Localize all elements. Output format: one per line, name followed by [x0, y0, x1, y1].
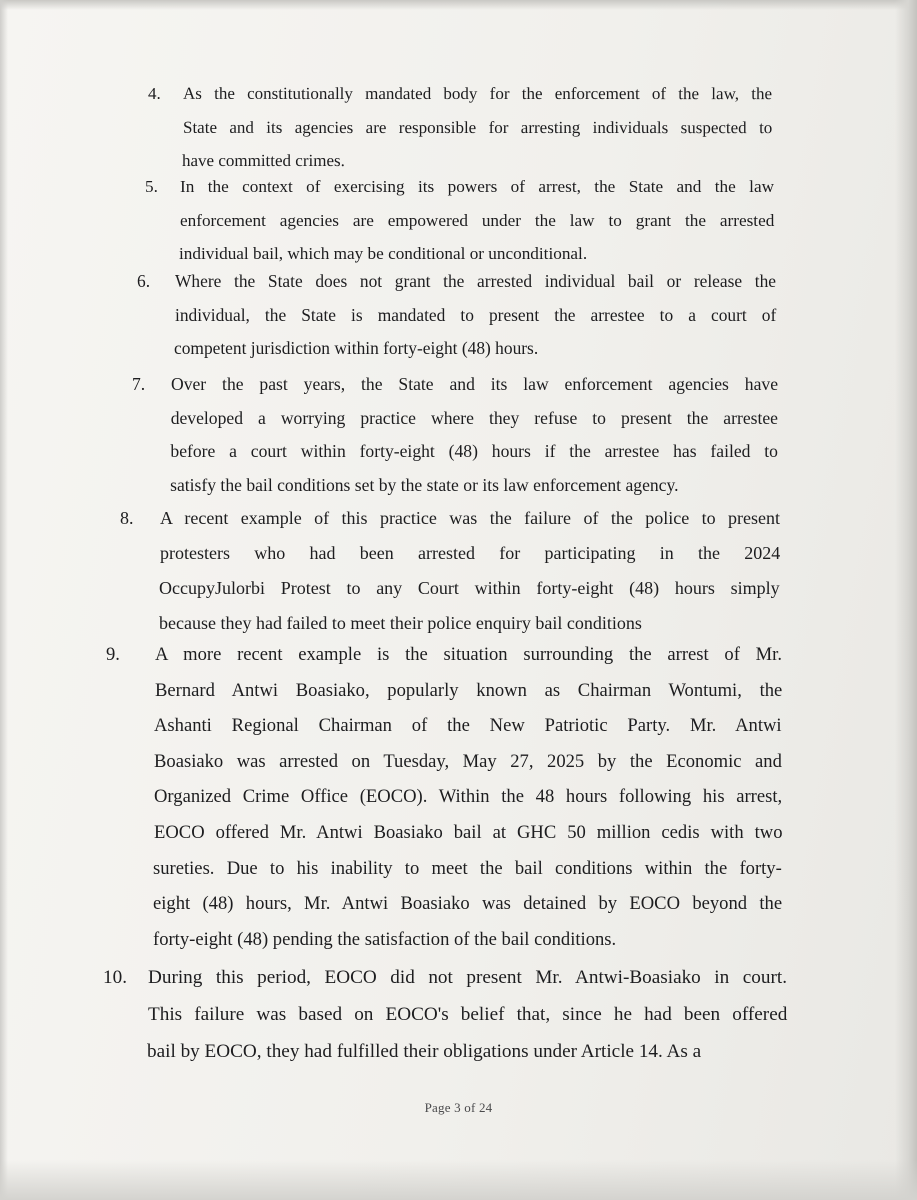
paragraph-line: EOCO offered Mr. Antwi Boasiako bail at GHC 50 million cedis with two [153, 821, 783, 844]
paragraph-line: bail by EOCO, they had fulfilled their obligations under Article 14. As a [147, 1041, 702, 1063]
paragraph-number: 6. [137, 271, 151, 291]
paragraph-line: sureties. Due to his inability to meet the bail conditions within the forty- [153, 857, 782, 879]
page-shadow-top [0, 0, 917, 10]
paragraph-line: In the context of exercising its powers of arrest, the State and the law [179, 176, 775, 197]
paragraph-line: Bernard Antwi Boasiako, popularly known as Chairman Wontumi, the [154, 679, 782, 701]
page-shadow-right [895, 0, 917, 1200]
page-shadow-left [0, 0, 8, 1200]
paragraph-line: have committed crimes. [182, 150, 346, 171]
paragraph-line: developed a worrying practice where they refuse to present the arrestee [170, 407, 778, 428]
paragraph-line: satisfy the bail conditions set by the state or its law enforcement agency. [170, 474, 679, 495]
paragraph-line: forty-eight (48) pending the satisfaction of the bail conditions. [152, 928, 616, 950]
paragraph-line: Ashanti Regional Chairman of the New Patriotic Party. Mr. Antwi [154, 715, 782, 737]
paragraph-line: individual, the State is mandated to present the arrestee to a court of [174, 304, 776, 325]
paragraph-line: enforcement agencies are empowered under the law to grant the arrested [179, 210, 774, 230]
paragraph-line: This failure was based on EOCO's belief that, since he had been offered [147, 1004, 787, 1026]
paragraph-line: During this period, EOCO did not present Mr. Antwi-Boasiako in court. [147, 966, 788, 989]
paragraph-line: eight (48) hours, Mr. Antwi Boasiako was detained by EOCO beyond the [152, 893, 782, 915]
paragraph-line: As the constitutionally mandated body for the enforcement of the law, the [182, 83, 773, 104]
paragraph-number: 8. [120, 508, 134, 528]
paragraph-line: OccupyJulorbi Protest to any Court within forty-eight (48) hours simply [159, 577, 780, 599]
paragraph-line: because they had failed to meet their police enquiry bail conditions [159, 612, 642, 634]
paragraph-line: protesters who had been arrested for participating in the 2024 [159, 542, 780, 564]
page-shadow-bottom [0, 1160, 917, 1200]
paragraph-line: A recent example of this practice was the failure of the police to present [159, 507, 781, 529]
page-number-footer: Page 3 of 24 [424, 1100, 493, 1115]
paragraph-line: Where the State does not grant the arrested individual bail or release the [174, 270, 777, 292]
paragraph-line: Over the past years, the State and its law enforcement agencies have [171, 374, 778, 394]
paragraph-line: State and its agencies are responsible for arresting individuals suspected to [182, 117, 772, 137]
paragraph-line: competent jurisdiction within forty-eight (48) hours. [174, 337, 539, 359]
paragraph-number: 10. [103, 967, 127, 988]
paragraph-number: 7. [132, 374, 146, 394]
paragraph-number: 9. [106, 644, 120, 665]
paragraph-line: Organized Crime Office (EOCO). Within the 48 hours following his arrest, [153, 786, 782, 808]
paragraph-line: individual bail, which may be conditional or unconditional. [179, 243, 588, 264]
paragraph-number: 5. [145, 177, 158, 196]
paragraph-line: before a court within forty-eight (48) hours if the arrestee has failed to [170, 441, 778, 462]
paragraph-number: 4. [148, 84, 161, 103]
paragraph-line: Boasiako was arrested on Tuesday, May 27, 2025 by the Economic and [154, 750, 782, 772]
paragraph-line: A more recent example is the situation surrounding the arrest of Mr. [154, 643, 783, 666]
